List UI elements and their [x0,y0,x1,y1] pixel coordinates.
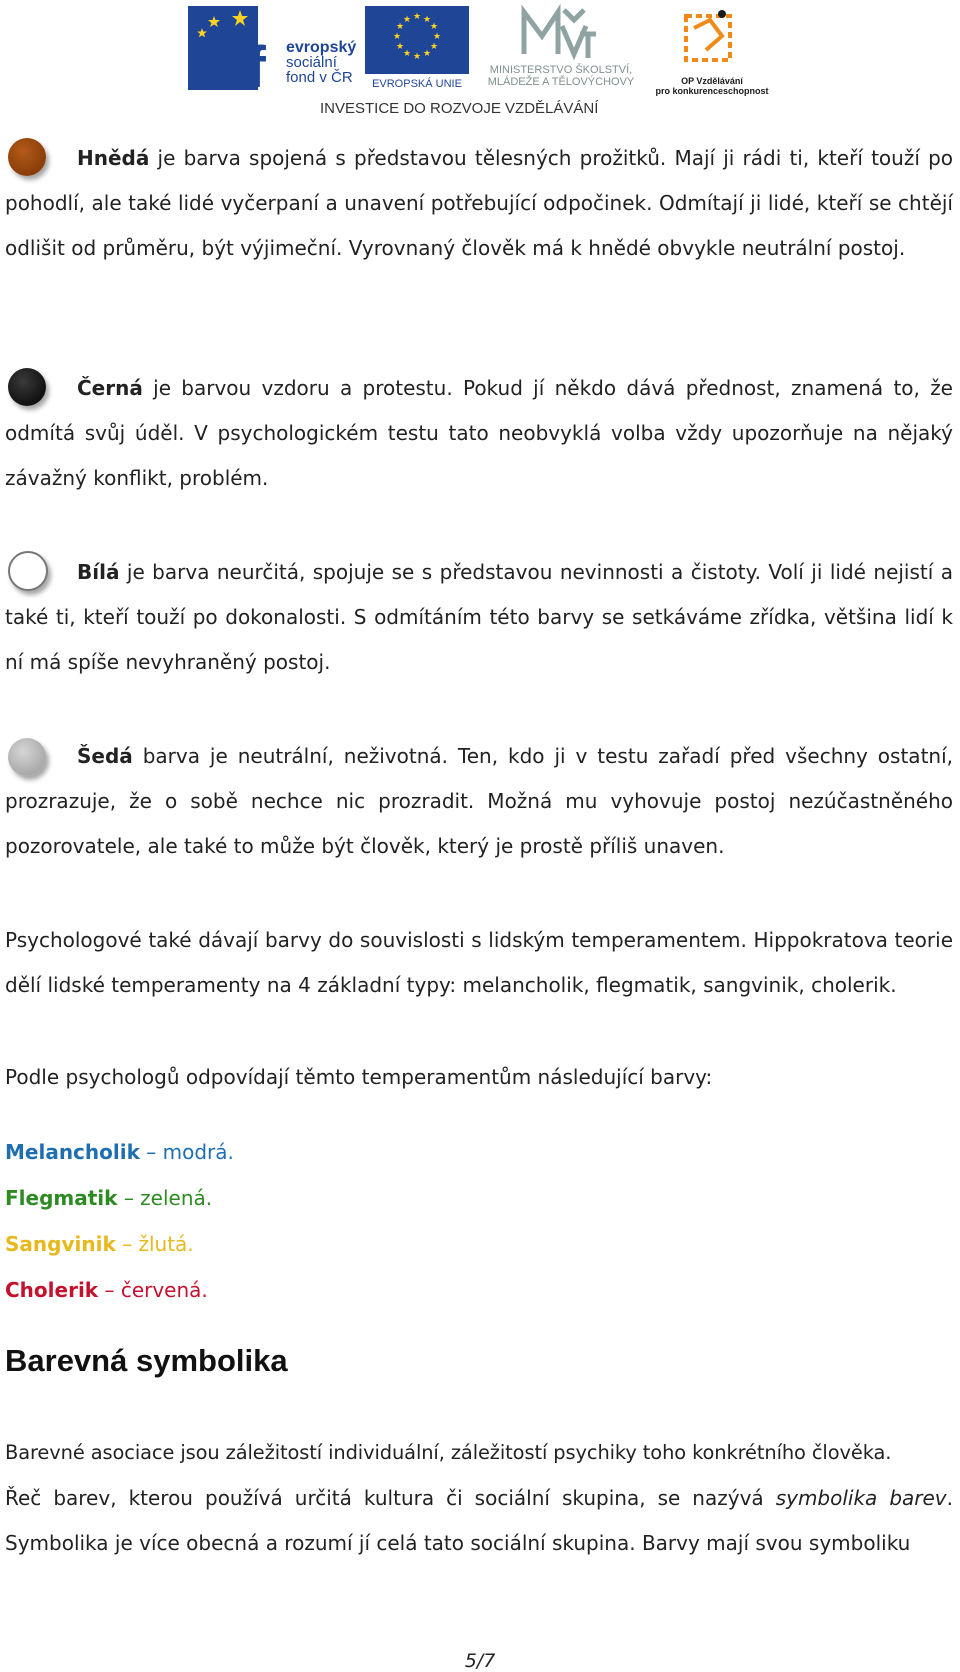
msmt-emblem-icon [518,4,598,60]
temperament-melancholik [5,1130,234,1175]
color-name-white: Bílá [77,560,120,584]
paragraph-white [5,550,953,685]
section-heading: Barevná symbolika [5,1343,288,1378]
op-caption-1: OP Vzdělávání [681,76,743,86]
eu-logo [365,6,469,89]
temperament-color: – zelená. [123,1186,213,1210]
esf-letters: esf [190,35,262,100]
esf-line-2: sociální [286,54,337,71]
color-name-brown: Hnědá [77,146,150,170]
svg-text:★: ★ [392,32,402,42]
svg-text:★: ★ [402,15,412,25]
esf-logo [188,6,361,100]
svg-text:★: ★ [429,42,439,52]
msmt-caption-2: MLÁDEŽE A TĚLOVÝCHOVY [487,76,635,88]
color-name-black: Černá [77,376,143,400]
temperament-intro: Psychologové také dávají barvy do souvislosti s lidským temperamentem. Hippokratova teorie dělí lidské temperamenty na 4 základní typy: melancholik, flegmatik, sangvinik, cholerik. [5,928,953,997]
eu-caption: EVROPSKÁ UNIE [372,78,462,90]
temperament-lead: Podle psychologů odpovídají těmto temperamentům následující barvy: [5,1065,713,1089]
temperament-name: Cholerik [5,1278,99,1302]
symbolika-p2-start: Řeč barev, kterou používá určitá kultura či sociální skupina, se nazývá [5,1486,776,1510]
eu-flag-icon [365,6,469,74]
op-caption [652,76,772,96]
svg-text:★: ★ [422,15,432,25]
paragraph-white-text: je barva neurčitá, spojuje se s představou nevinnosti a čistoty. Volí ji lidé nejistí a také ti, kteří touží po dokonalosti. S odmítáním této barvy se setkáváme zřídka, většina lidí k ní má spíše nevyhraněný postoj. [5,560,953,674]
paragraph-brown [5,136,953,271]
symbolika-paragraph-2 [5,1476,953,1566]
svg-text:★: ★ [422,49,432,59]
svg-text:★: ★ [395,42,405,52]
op-emblem-icon [680,6,740,62]
page-number: 5/7 [464,1650,496,1672]
paragraph-grey [5,734,953,869]
temperament-color: – červená. [104,1278,208,1302]
temperament-sangvinik [5,1222,194,1267]
svg-text:★: ★ [412,12,422,22]
svg-text:★: ★ [429,22,439,32]
svg-text:★: ★ [395,22,405,32]
temperament-flegmatik [5,1176,212,1221]
header-logos [0,0,960,125]
op-logo [652,4,772,96]
temperament-name: Sangvinik [5,1232,116,1256]
symbolika-p2-end: . Symbolika je více obecná a rozumí jí celá tato sociální skupina. Barvy mají svou symboliku [5,1486,953,1555]
msmt-logo [476,4,646,90]
op-caption-2: pro konkurenceschopnost [655,86,769,96]
svg-text:★: ★ [432,32,442,42]
temperament-cholerik [5,1268,208,1313]
svg-text:★: ★ [412,52,422,62]
temperament-color: – žlutá. [122,1232,194,1256]
msmt-caption-1: MINISTERSTVO ŠKOLSTVÍ, [489,64,633,76]
msmt-caption [476,64,646,88]
esf-line-3: fond v ČR [286,69,353,86]
symbolika-p2-italic: symbolika barev [775,1486,947,1510]
paragraph-black [5,366,953,501]
paragraph-black-text: je barvou vzdoru a protestu. Pokud jí někdo dává přednost, znamená to, že odmítá svůj úděl. V psychologickém testu tato neobvyklá volba vždy upozorňuje na nějaký závažný konflikt, problém. [5,376,953,490]
paragraph-brown-text: je barva spojená s představou tělesných prožitků. Mají ji rádi ti, kteří touží po pohodlí, ale také lidé vyčerpaní a unavení potřebující odpočinek. Odmítají ji lidé, kteří se chtějí odlišit od průměru, být výjimeční. Vyrovnaný člověk má k hnědé obvykle neutrální postoj. [5,146,953,260]
paragraph-grey-text: barva je neutrální, neživotná. Ten, kdo ji v testu zařadí před všechny ostatní, prozrazuje, že o sobě nechce nic prozradit. Možná mu vyhovuje postoj nezúčastněného pozorovatele, ale také to může být člověk, který je prostě příliš unaven. [5,744,953,858]
symbolika-paragraph-1: Barevné asociace jsou záležitostí individuální, záležitostí psychiky toho konkrétního člověka. [5,1441,892,1464]
temperament-name: Flegmatik [5,1186,118,1210]
esf-line-1: evropský [286,39,357,56]
temperament-name: Melancholik [5,1140,140,1164]
esf-wordmark [286,40,356,85]
investice-banner: INVESTICE DO ROZVOJE VZDĚLÁVÁNÍ [320,100,599,117]
temperament-color: – modrá. [146,1140,234,1164]
svg-text:★: ★ [402,49,412,59]
color-name-grey: Šedá [77,744,133,768]
